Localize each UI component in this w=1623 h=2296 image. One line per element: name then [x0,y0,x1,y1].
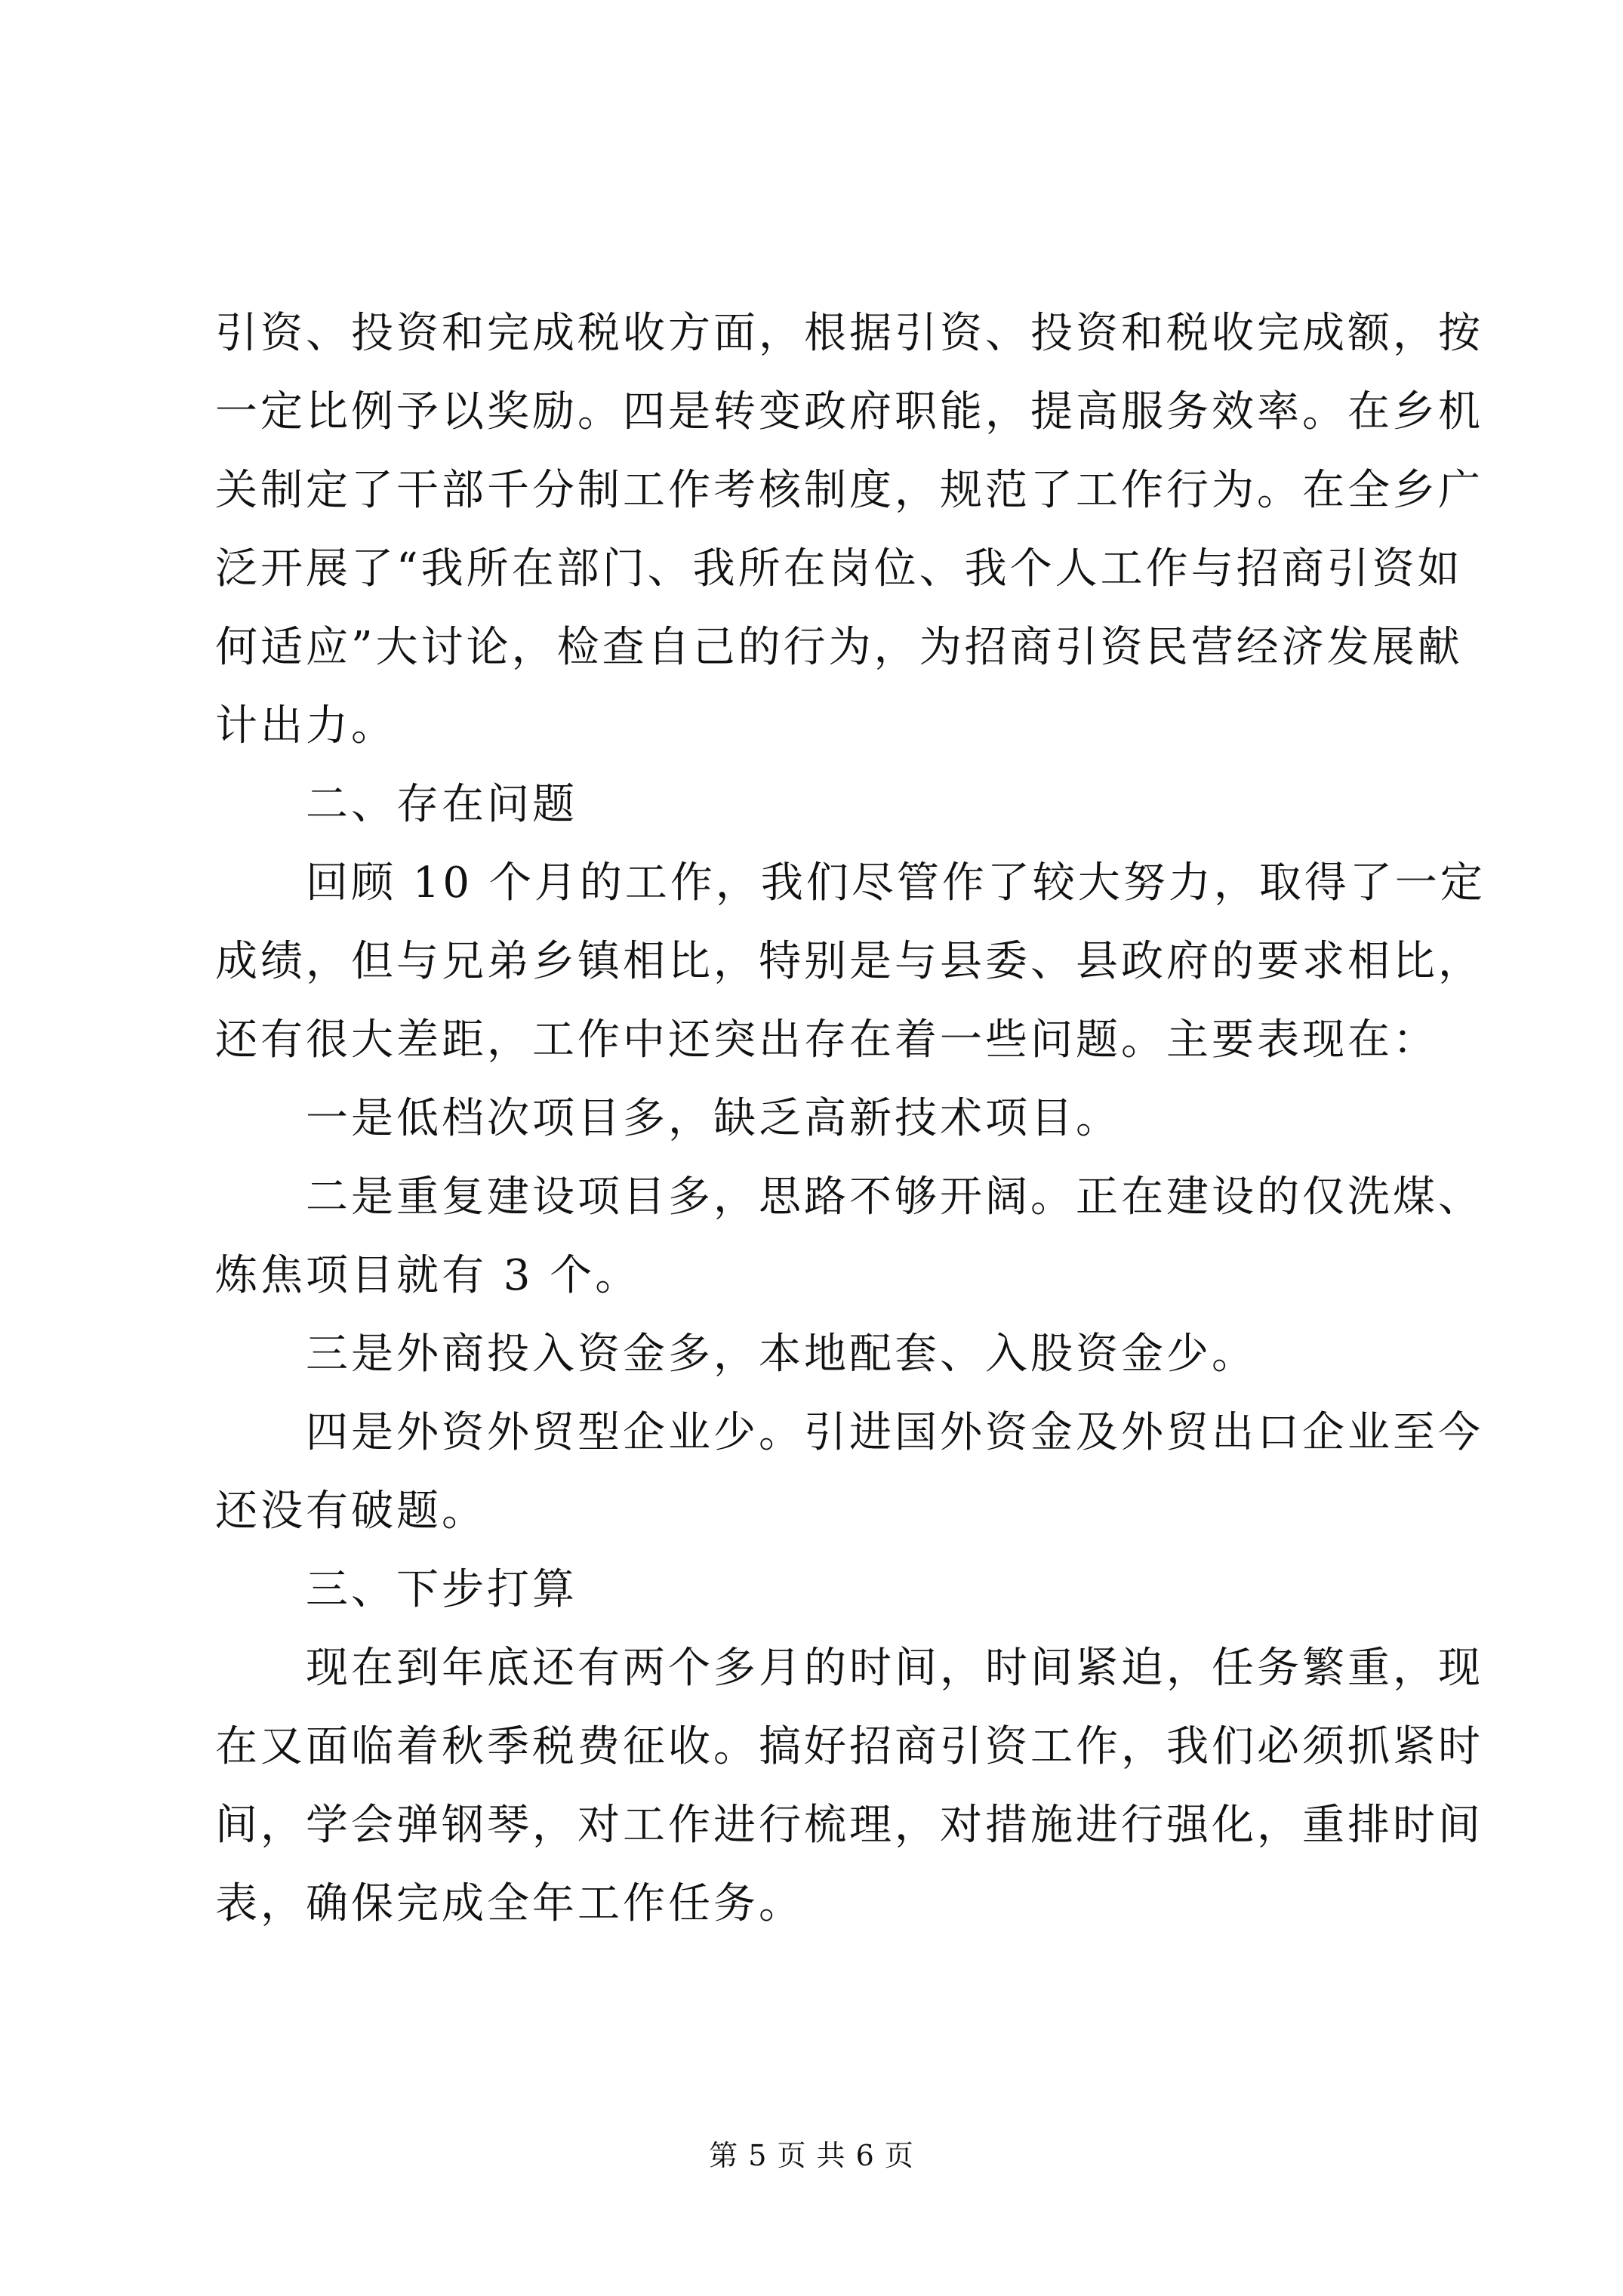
text-line: 何适应”大讨论，检查自己的行为，为招商引资民营经济发展献 [215,623,1463,672]
text-line: 四是外资外贸型企业少。引进国外资金及外贸出口企业至今 [306,1408,1483,1457]
text-line: 一是低档次项目多，缺乏高新技术项目。 [306,1094,1121,1143]
page-number-footer: 第 5 页 共 6 页 [709,2139,914,2172]
text-line: 间，学会弹钢琴，对工作进行梳理，对措施进行强化，重排时间 [215,1801,1483,1850]
text-line: 关制定了干部千分制工作考核制度，规范了工作行为。在全乡广 [215,466,1483,515]
section-heading: 二、存在问题 [306,780,577,829]
text-line: 成绩，但与兄弟乡镇相比，特别是与县委、县政府的要求相比， [215,937,1483,986]
text-line: 引资、投资和完成税收方面，根据引资、投资和税收完成额，按 [215,309,1483,358]
text-line: 计出力。 [215,701,396,750]
text-line: 回顾 10 个月的工作，我们尽管作了较大努力，取得了一定 [306,858,1486,908]
section-heading: 三、下步打算 [306,1565,577,1614]
text-line: 泛开展了“我所在部门、我所在岗位、我个人工作与招商引资如 [215,544,1463,593]
text-line: 表，确保完成全年工作任务。 [215,1879,804,1928]
text-line: 炼焦项目就有 3 个。 [215,1251,641,1300]
text-line: 还有很大差距，工作中还突出存在着一些问题。主要表现在： [215,1015,1438,1065]
text-line: 还没有破题。 [215,1487,487,1536]
text-line: 三是外商投入资金多，本地配套、入股资金少。 [306,1330,1257,1379]
text-line: 在又面临着秋季税费征收。搞好招商引资工作，我们必须抓紧时 [215,1722,1483,1771]
text-line: 二是重复建设项目多，思路不够开阔。正在建设的仅洗煤、 [306,1173,1483,1222]
text-line: 现在到年底还有两个多月的时间，时间紧迫，任务繁重，现 [306,1644,1483,1693]
text-line: 一定比例予以奖励。四是转变政府职能，提高服务效率。在乡机 [215,387,1483,436]
